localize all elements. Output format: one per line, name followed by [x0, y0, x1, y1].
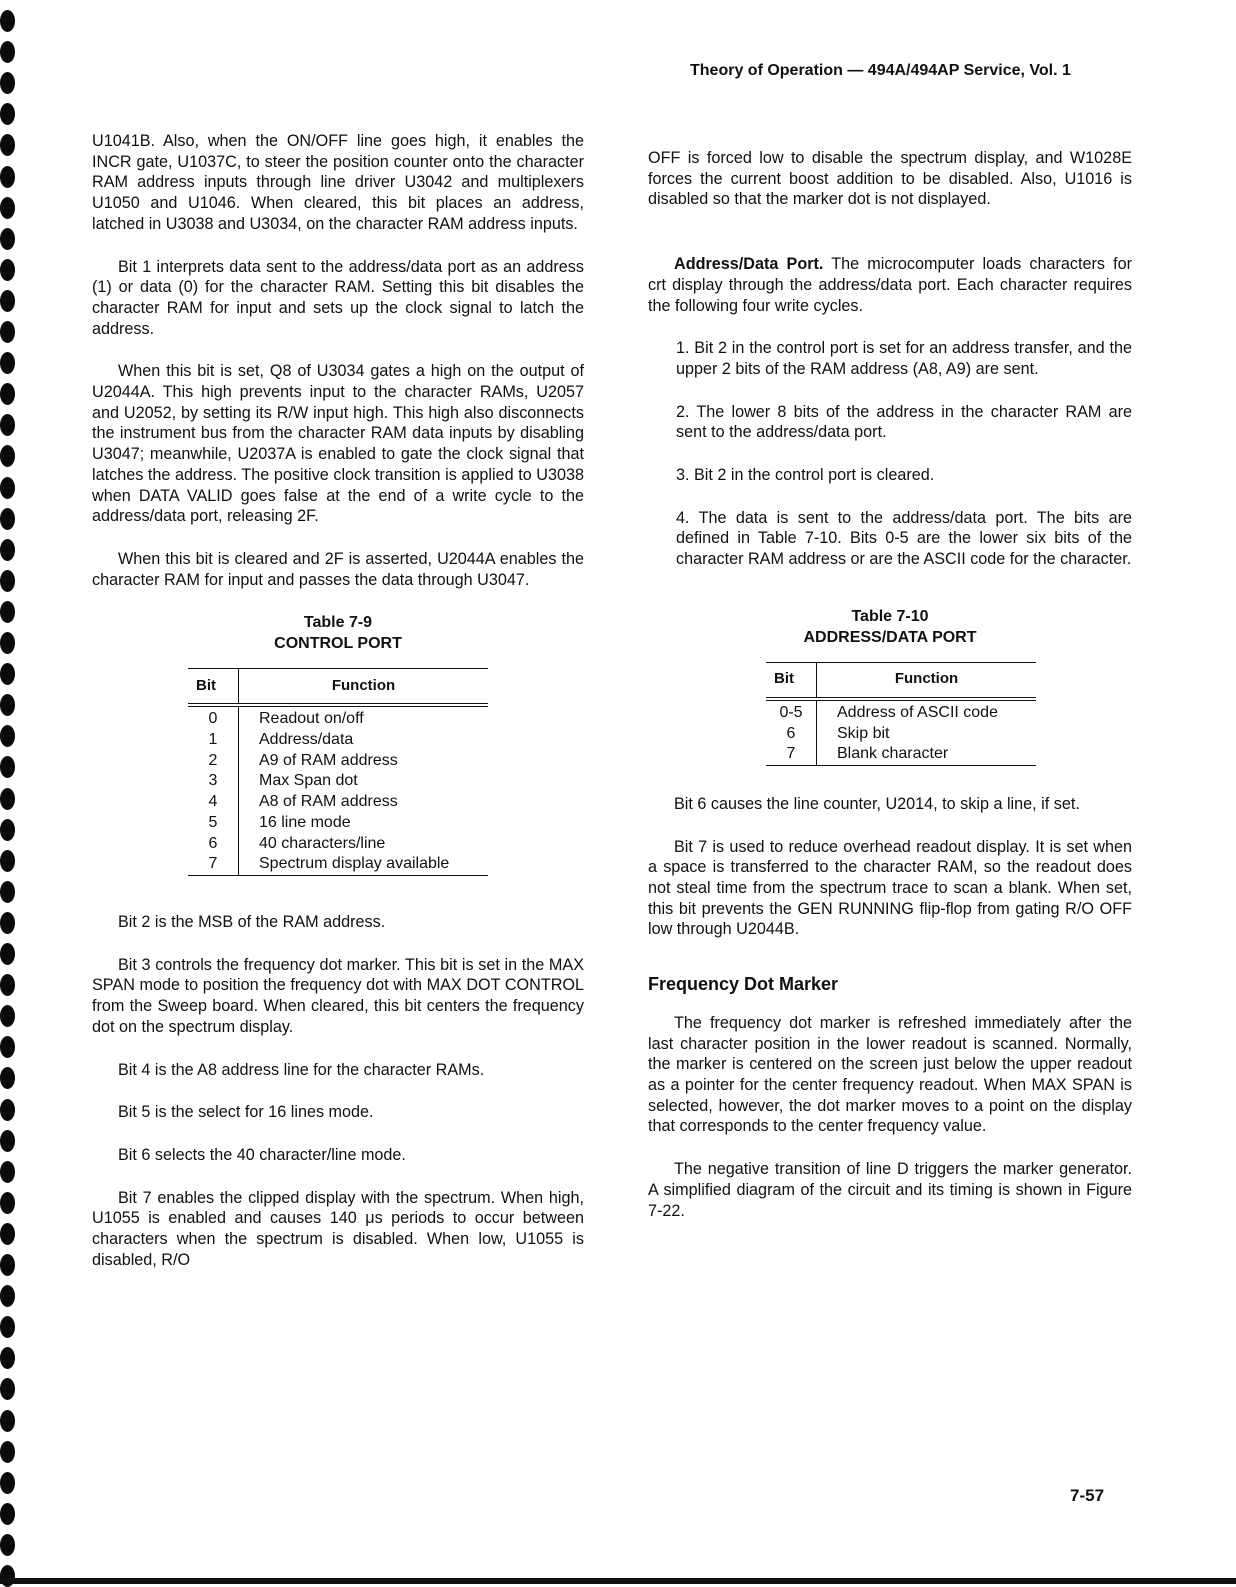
table-row [188, 730, 488, 751]
paragraph: Bit 6 selects the 40 character/line mode. [118, 1145, 406, 1164]
binder-hole [0, 290, 15, 312]
binder-hole [0, 912, 15, 934]
paragraph: OFF is forced low to disable the spectrum display, and W1028E forces the current boost addition to be disabled. Also, U1016 is disabled so that the marker dot is not displayed. [648, 149, 1132, 209]
paragraph: When this bit is set, Q8 of U3034 gates a high on the output of U2044A. This high prevents input to the character RAMs, U2057 and U2052, by setting its R/W input high. This high also disconnects the instrument bus from the character RAM data inputs by disabling U3047; meanwhile, U2037A is enabled to gate the clock signal that latches the address. The positive clock transition is applied to U3038 when DATA VALID goes false at the end of a write cycle to the address/data port, releasing 2F. [92, 362, 584, 526]
binder-hole [0, 1130, 15, 1152]
binder-hole [0, 694, 15, 716]
cell-function: Spectrum display available [259, 855, 450, 873]
binder-hole [0, 1099, 15, 1121]
cell-bit: 5 [188, 813, 239, 834]
paragraph: Bit 3 controls the frequency dot marker. This bit is set in the MAX SPAN mode to position the frequency dot with MAX DOT CONTROL from the Sweep board. When cleared, this bit centers the frequency dot on the spectrum display. [92, 955, 584, 1036]
binder-hole [0, 943, 15, 965]
page-number: 7-57 [1070, 1486, 1105, 1505]
cell-bit: 7 [766, 744, 817, 765]
right-column [648, 148, 1132, 1243]
paragraph: When this bit is cleared and 2F is asserted, U2044A enables the character RAM for input and passes the data through U3047. [92, 549, 584, 589]
binder-hole [0, 1347, 15, 1369]
binder-hole [0, 632, 15, 654]
binder-hole [0, 477, 15, 499]
table-number: Table 7-9 [303, 614, 373, 632]
binder-hole [0, 881, 15, 903]
binder-hole [0, 352, 15, 374]
binder-hole [0, 1472, 15, 1494]
page-header: Theory of Operation — 494A/494AP Service, Vol. 1 [690, 62, 1071, 79]
paragraph: The frequency dot marker is refreshed immediately after the last character position in the lower readout is scanned. Normally, the marker is centered on the screen just below the upper readout as a pointer for the center frequency readout. When MAX SPAN is selected, however, the dot marker moves to a point on the display that corresponds to the center frequency value. [648, 1013, 1132, 1136]
cell-bit: 1 [188, 730, 239, 751]
list-item: 2. The lower 8 bits of the address in the character RAM are sent to the address/data port. [676, 402, 1132, 442]
table-row [188, 751, 488, 772]
binder-hole [0, 756, 15, 778]
paragraph: Bit 7 enables the clipped display with the spectrum. When high, U1055 is enabled and causes 140 μs periods to occur between characters when the spectrum is disabled. When low, U1055 is disabled, R/O [92, 1188, 584, 1269]
binder-hole [0, 1067, 15, 1089]
binder-hole [0, 1378, 15, 1400]
binder-hole [0, 788, 15, 810]
paragraph-body: The microcomputer loads characters for crt display through the address/data port. Each character requires the following four write cycles. [648, 255, 1132, 315]
paragraph: Bit 2 is the MSB of the RAM address. [118, 912, 386, 931]
binder-hole [0, 508, 15, 530]
table-row [188, 813, 488, 834]
column-header-function: Function [239, 669, 489, 706]
binder-hole [0, 41, 15, 63]
binder-hole [0, 1503, 15, 1525]
binder-hole [0, 197, 15, 219]
table-row [188, 834, 488, 855]
column-header-bit: Bit [766, 662, 817, 699]
cell-function: 40 characters/line [259, 834, 386, 852]
binder-hole [0, 166, 15, 188]
cell-bit: 3 [188, 771, 239, 792]
binder-hole [0, 974, 15, 996]
table-row [188, 771, 488, 792]
cell-function: Max Span dot [259, 772, 358, 790]
address-data-port-table [766, 662, 1036, 766]
left-column [92, 131, 584, 1292]
cell-bit: 4 [188, 792, 239, 813]
cell-bit: 2 [188, 751, 239, 772]
table-caption [648, 606, 1132, 648]
cell-bit: 0-5 [766, 699, 817, 724]
binder-hole [0, 539, 15, 561]
cell-function: Address/data [259, 731, 354, 749]
binder-hole [0, 570, 15, 592]
binder-hole [0, 1254, 15, 1276]
binder-hole [0, 414, 15, 436]
table-row [188, 792, 488, 813]
binder-hole [0, 1410, 15, 1432]
list-item: 3. Bit 2 in the control port is cleared. [676, 466, 935, 485]
binder-hole [0, 1285, 15, 1307]
paragraph: The negative transition of line D triggers the marker generator. A simplified diagram of the circuit and its timing is shown in Figure 7-22. [648, 1160, 1132, 1220]
binder-hole [0, 72, 15, 94]
binder-hole [0, 1192, 15, 1214]
cell-function: 16 line mode [259, 813, 351, 831]
binder-hole [0, 1223, 15, 1245]
binder-hole [0, 725, 15, 747]
binder-hole [0, 1441, 15, 1463]
paragraph: Bit 7 is used to reduce overhead readout display. It is set when a space is transferred to the character RAM, so the readout does not steal time from the spectrum trace to scan a blank. When set, this bit prevents the GEN RUNNING flip-flop from gating R/O OFF low through U2044B. [648, 837, 1132, 939]
binder-hole [0, 601, 15, 623]
binder-hole [0, 1005, 15, 1027]
cell-bit: 7 [188, 854, 239, 875]
cell-bit: 6 [188, 834, 239, 855]
binder-hole [0, 1534, 15, 1556]
binder-hole [0, 1036, 15, 1058]
table-row [766, 724, 1036, 745]
paragraph [648, 254, 1132, 316]
section-heading: Frequency Dot Marker [648, 974, 839, 995]
paragraph: Bit 4 is the A8 address line for the character RAMs. [118, 1060, 485, 1079]
table-number: Table 7-10 [851, 607, 929, 625]
control-port-table [188, 668, 488, 876]
binder-hole [0, 445, 15, 467]
binder-hole [0, 1161, 15, 1183]
table-row [766, 744, 1036, 765]
list-item: 4. The data is sent to the address/data port. The bits are defined in Table 7-10. Bits 0-5 are the lower six bits of the character RAM address or are the ASCII code for the character. [676, 508, 1132, 569]
table-caption [92, 612, 584, 654]
cell-function: A8 of RAM address [259, 793, 398, 811]
paragraph: Bit 5 is the select for 16 lines mode. [118, 1103, 374, 1122]
cell-function: Readout on/off [259, 710, 364, 728]
table-title: CONTROL PORT [274, 635, 402, 653]
binder-hole [0, 1316, 15, 1338]
paragraph: Bit 6 causes the line counter, U2014, to skip a line, if set. [674, 794, 1080, 813]
cell-function: A9 of RAM address [259, 751, 398, 769]
binder-hole [0, 228, 15, 250]
binder-hole [0, 850, 15, 872]
table-title: ADDRESS/DATA PORT [803, 628, 977, 646]
paragraph: Bit 1 interprets data sent to the address/data port as an address (1) or data (0) for the character RAM. Setting this bit disables the character RAM for input and sets up the clock signal to latch the address. [92, 257, 584, 338]
cell-function: Skip bit [837, 724, 890, 742]
cell-function: Address of ASCII code [837, 703, 998, 721]
binder-hole [0, 259, 15, 281]
run-in-heading: Address/Data Port. [674, 255, 824, 274]
table-row [188, 705, 488, 730]
binder-hole [0, 10, 15, 32]
cell-bit: 6 [766, 724, 817, 745]
cell-function: Blank character [837, 745, 949, 763]
paragraph: U1041B. Also, when the ON/OFF line goes high, it enables the INCR gate, U1037C, to steer the position counter onto the character RAM address inputs through line driver U3042 and multiplexers U1050 and U1046. When cleared, this bit places an address, latched in U3038 and U3034, on the character RAM address inputs. [92, 132, 584, 233]
cell-bit: 0 [188, 705, 239, 730]
list-item: 1. Bit 2 in the control port is set for an address transfer, and the upper 2 bits of the RAM address (A8, A9) are sent. [676, 339, 1132, 378]
table-row [188, 854, 488, 875]
page-bottom-edge [0, 1578, 1236, 1584]
column-header-function: Function [817, 662, 1037, 699]
column-header-bit: Bit [188, 669, 239, 706]
binder-hole [0, 321, 15, 343]
table-row [766, 699, 1036, 724]
binder-hole [0, 819, 15, 841]
binder-hole [0, 663, 15, 685]
binder-hole [0, 383, 15, 405]
binder-hole [0, 103, 15, 125]
binder-holes [0, 0, 22, 1584]
binder-hole [0, 134, 15, 156]
